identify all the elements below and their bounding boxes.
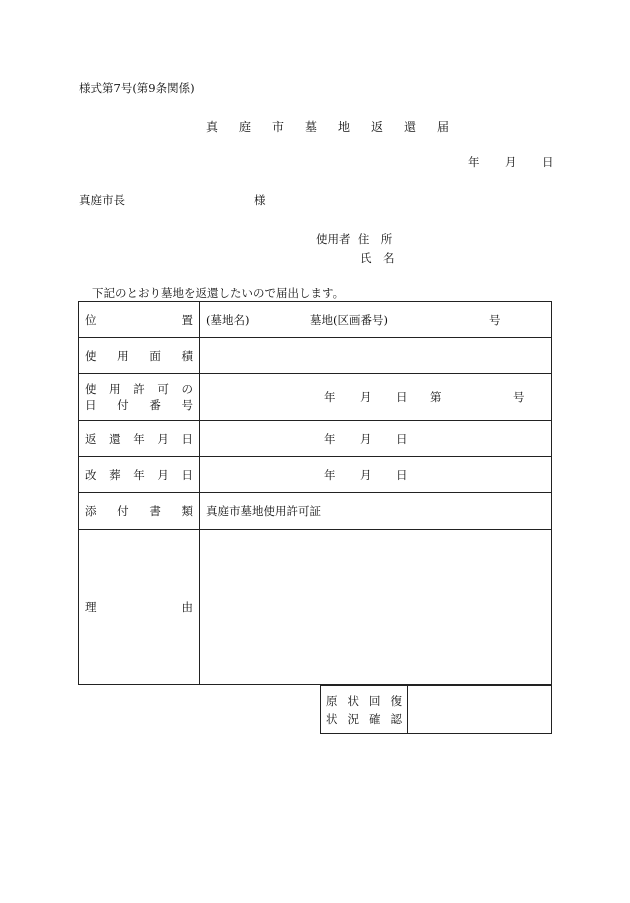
reason-label: 理 由 <box>85 600 193 614</box>
row-reburial-date <box>79 457 552 493</box>
reburial-day-label: 日 <box>396 467 408 482</box>
return-date-label: 返 還 年 月 日 <box>85 431 193 446</box>
permit-label-line2: 日 付 番 号 <box>85 398 193 412</box>
attachments-value: 真庭市墓地使用許可証 <box>206 504 321 518</box>
attachments-label-cell <box>79 493 200 530</box>
reburial-date-label: 改 葬 年 月 日 <box>85 467 193 482</box>
permit-year-label: 年 <box>324 390 336 404</box>
attachments-value-cell[interactable] <box>200 493 552 530</box>
row-return-date <box>79 421 552 457</box>
reason-value-cell[interactable] <box>200 530 552 685</box>
reburial-month-label: 月 <box>360 467 372 482</box>
reburial-date-value-cell[interactable] <box>200 457 552 493</box>
plot-number-label: 墓地(区画番号) <box>310 312 388 327</box>
return-year-label: 年 <box>324 431 336 446</box>
reason-label-cell <box>79 530 200 685</box>
area-label-cell <box>79 338 200 374</box>
date-day-label: 日 <box>542 155 554 169</box>
page-title: 真庭市墓地返還届 <box>206 120 471 134</box>
restoration-check-label-cell <box>321 686 408 734</box>
address-label: 住 所 <box>357 232 393 246</box>
location-value-cell[interactable] <box>200 302 552 338</box>
return-form-table <box>78 301 552 685</box>
return-month-label: 月 <box>360 431 372 446</box>
row-attachments <box>79 493 552 530</box>
permit-value-cell[interactable] <box>200 374 552 421</box>
reburial-date-label-cell <box>79 457 200 493</box>
return-date-label-cell <box>79 421 200 457</box>
restoration-check-value-cell[interactable] <box>408 686 552 734</box>
permit-label-cell <box>79 374 200 421</box>
location-number-suffix: 号 <box>489 312 501 327</box>
location-label: 位 置 <box>85 312 193 327</box>
form-number: 様式第7号(第9条関係) <box>79 81 195 95</box>
permit-number-suffix: 号 <box>513 390 525 404</box>
row-area <box>79 338 552 374</box>
submission-date <box>468 154 554 170</box>
name-label: 氏 名 <box>360 251 395 265</box>
permit-month-label: 月 <box>360 390 372 404</box>
location-label-cell <box>79 302 200 338</box>
restoration-check-table <box>320 685 552 734</box>
restoration-label-line1: 原 状 回 復 <box>326 693 402 708</box>
intro-text: 下記のとおり墓地を返還したいので届出します。 <box>92 286 345 300</box>
row-reason <box>79 530 552 685</box>
permit-ordinal-label: 第 <box>430 390 442 404</box>
return-day-label: 日 <box>396 431 408 446</box>
applicant-label: 使用者 <box>316 232 351 246</box>
attachments-label: 添 付 書 類 <box>85 504 193 518</box>
return-date-value-cell[interactable] <box>200 421 552 457</box>
applicant-address-row <box>316 230 395 249</box>
area-value-cell[interactable] <box>200 338 552 374</box>
date-month-label: 月 <box>505 155 517 169</box>
area-label: 使 用 面 積 <box>85 348 193 363</box>
applicant-block <box>316 230 395 268</box>
restoration-label-line2: 状 況 確 認 <box>326 711 402 726</box>
row-location <box>79 302 552 338</box>
addressee <box>79 192 266 208</box>
permit-label-line1: 使 用 許 可 の <box>85 382 193 396</box>
date-year-label: 年 <box>468 155 480 169</box>
reburial-year-label: 年 <box>324 467 336 482</box>
addressee-name: 真庭市長 <box>79 193 125 207</box>
cemetery-name-label: (墓地名) <box>206 312 250 327</box>
applicant-name-row <box>316 249 395 268</box>
row-permit <box>79 374 552 421</box>
addressee-honorific: 様 <box>254 193 266 207</box>
permit-day-label: 日 <box>396 390 408 404</box>
